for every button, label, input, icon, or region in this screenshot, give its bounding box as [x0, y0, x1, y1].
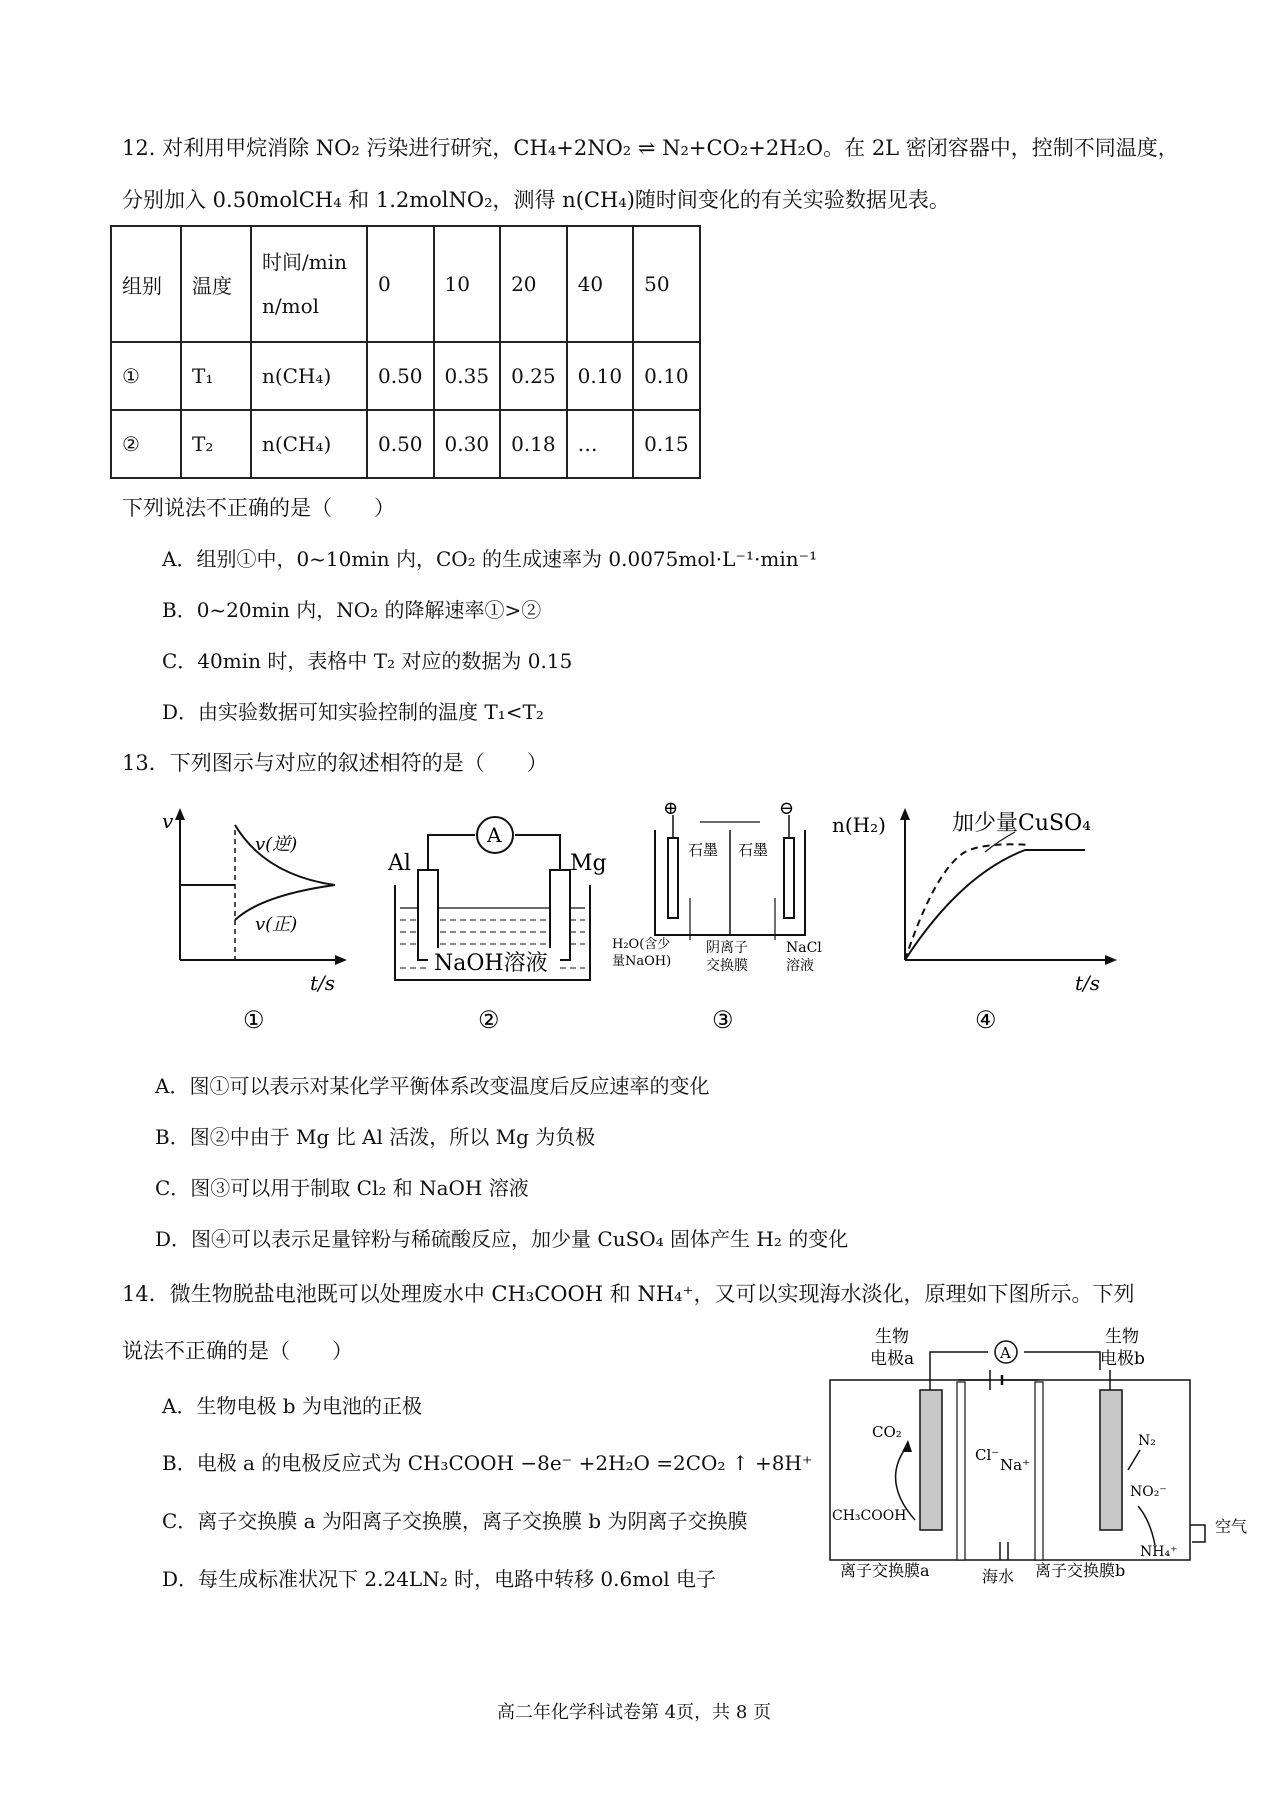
table-row: [111, 410, 700, 478]
q13-option-c[interactable]: C．图③可以用于制取 Cl₂ 和 NaOH 溶液: [155, 1176, 529, 1200]
q12-prompt: 下列说法不正确的是（ ）: [122, 496, 395, 520]
table-cell: 0.15: [633, 410, 700, 478]
fig3-right-label-2: 溶液: [786, 958, 814, 974]
table-cell: 0.35: [434, 342, 501, 410]
q12-stem-line2: 分别加入 0.50molCH₄ 和 1.2molNO₂，测得 n(CH₄)随时间变化的有关实验数据见表。: [122, 188, 950, 212]
fig3-graphite-1: 石墨: [688, 841, 719, 859]
table-cell: 0.30: [434, 410, 501, 478]
q14-option-c[interactable]: C．离子交换膜 a 为阳离子交换膜，离子交换膜 b 为阴离子交换膜: [162, 1509, 748, 1533]
fig1-x-label: t/s: [310, 971, 336, 995]
fig4-x-label: t/s: [1075, 971, 1101, 995]
q14-stem-line2: 说法不正确的是（ ）: [122, 1339, 353, 1363]
fig3-negative: ⊖: [779, 798, 795, 819]
fig3-number: ③: [712, 1006, 734, 1034]
fig2-mg-label: Mg: [570, 851, 607, 876]
fig4-number: ④: [975, 1006, 997, 1034]
table-cell: 0.10: [633, 342, 700, 410]
table-cell: n(CH₄): [251, 342, 367, 410]
fig1-y-label: v: [162, 809, 174, 833]
fig14-membrane-b: 离子交换膜b: [1035, 1561, 1126, 1580]
q13-stem: 13．下列图示与对应的叙述相符的是（ ）: [122, 751, 548, 775]
fig14-membrane-a: 离子交换膜a: [840, 1561, 930, 1580]
fig14-electrode-a-2: 电极a: [870, 1349, 915, 1369]
table-header-cell: 10: [434, 226, 501, 342]
table-header-nmol: n/mol: [262, 294, 320, 318]
fig14-electrode-a-1: 生物: [875, 1327, 909, 1347]
fig3-membrane-2: 交换膜: [706, 958, 748, 974]
fig14-air: 空气: [1215, 1517, 1248, 1536]
table-header-cell: [251, 226, 367, 342]
fig14-chloride: Cl⁻: [975, 1446, 1000, 1464]
fig3-left-label-2: 量NaOH): [612, 954, 672, 969]
q14-option-d[interactable]: D．每生成标准状况下 2.24LN₂ 时，电路中转移 0.6mol 电子: [162, 1567, 717, 1591]
table-header-cell: 50: [633, 226, 700, 342]
fig2-solution: NaOH溶液: [434, 951, 548, 976]
fig14-n2: N₂: [1138, 1433, 1156, 1449]
table-cell: T₁: [181, 342, 251, 410]
fig1-number: ①: [243, 1006, 265, 1034]
q14-option-a[interactable]: A．生物电极 b 为电池的正极: [162, 1394, 422, 1418]
table-cell: T₂: [181, 410, 251, 478]
q13-option-b[interactable]: B．图②中由于 Mg 比 Al 活泼，所以 Mg 为负极: [155, 1125, 596, 1149]
fig3-left-label-1: H₂O(含少: [612, 937, 671, 952]
fig14-electrode-b-1: 生物: [1105, 1327, 1139, 1347]
table-cell: 0.25: [500, 342, 567, 410]
table-header-time: 时间/min: [262, 250, 347, 274]
table-header-cell: 0: [367, 226, 434, 342]
fig3-right-label-1: NaCl: [786, 940, 822, 956]
fig3-graphite-2: 石墨: [738, 841, 769, 859]
fig14-co2: CO₂: [872, 1423, 902, 1441]
q13-option-d[interactable]: D．图④可以表示足量锌粉与稀硫酸反应，加少量 CuSO₄ 固体产生 H₂ 的变化: [155, 1227, 849, 1251]
fig14-ammeter: A: [1000, 1344, 1011, 1362]
q12-option-c[interactable]: C．40min 时，表格中 T₂ 对应的数据为 0.15: [162, 649, 573, 673]
table-header-row: [111, 226, 700, 342]
table-cell: 0.18: [500, 410, 567, 478]
figure-3-electrolysis-cell: [612, 798, 822, 1034]
fig3-membrane-1: 阴离子: [706, 940, 748, 956]
table-header-cell: 20: [500, 226, 567, 342]
figure-4-hydrogen-graph: [832, 808, 1117, 1034]
figure-2-galvanic-cell: [387, 817, 607, 1034]
q12-option-a[interactable]: A．组别①中，0~10min 内，CO₂ 的生成速率为 0.0075mol·L⁻¹·min⁻¹: [162, 547, 818, 571]
fig14-nh4: NH₄⁺: [1140, 1544, 1178, 1560]
fig4-y-label: n(H₂): [832, 813, 886, 837]
table-header-cell: 40: [567, 226, 634, 342]
fig14-seawater: 海水: [982, 1567, 1015, 1586]
table-cell: 0.10: [567, 342, 634, 410]
fig4-annotation: 加少量CuSO₄: [952, 811, 1091, 836]
figure-1-rate-graph: [162, 808, 347, 1034]
fig14-electrode-b-2: 电极b: [1100, 1349, 1145, 1369]
fig14-ch3cooh: CH₃COOH: [832, 1508, 907, 1524]
fig3-positive: ⊕: [663, 798, 679, 819]
fig1-forward-rate: v(正): [255, 914, 298, 935]
q12-option-d[interactable]: D．由实验数据可知实验控制的温度 T₁<T₂: [162, 700, 544, 724]
page-footer: 高二年化学科试卷第 4页，共 8 页: [497, 1702, 772, 1723]
q13-figures: [0, 790, 1280, 1040]
table-cell: 0.50: [367, 342, 434, 410]
q12-option-b[interactable]: B．0~20min 内，NO₂ 的降解速率①>②: [162, 598, 542, 622]
table-row: [111, 342, 700, 410]
table-cell: 0.50: [367, 410, 434, 478]
q14-stem-line1: 14．微生物脱盐电池既可以处理废水中 CH₃COOH 和 NH₄⁺，又可以实现海水淡化，原理如下图所示。下列: [122, 1282, 1135, 1306]
fig2-number: ②: [478, 1006, 500, 1034]
fig1-reverse-rate: v(逆): [255, 834, 298, 855]
q14-desalination-cell-figure: [810, 1320, 1250, 1590]
fig2-ammeter: A: [487, 823, 502, 847]
q14-option-b[interactable]: B．电极 a 的电极反应式为 CH₃COOH −8e⁻ +2H₂O =2CO₂ ↑ +8H⁺: [162, 1451, 813, 1475]
table-cell: ①: [111, 342, 181, 410]
table-header-cell: 温度: [181, 226, 251, 342]
table-cell: ②: [111, 410, 181, 478]
fig2-al-label: Al: [388, 851, 411, 876]
table-cell: n(CH₄): [251, 410, 367, 478]
q12-stem-line1: 12. 对利用甲烷消除 NO₂ 污染进行研究，CH₄+2NO₂ ⇌ N₂+CO₂+2H₂O。在 2L 密闭容器中，控制不同温度，: [122, 136, 1179, 160]
table-header-cell: 组别: [111, 226, 181, 342]
fig14-no2: NO₂⁻: [1130, 1484, 1167, 1500]
q12-data-table: [110, 225, 701, 479]
table-cell: …: [567, 410, 634, 478]
q13-option-a[interactable]: A．图①可以表示对某化学平衡体系改变温度后反应速率的变化: [155, 1074, 710, 1098]
fig14-sodium: Na⁺: [1000, 1456, 1030, 1474]
